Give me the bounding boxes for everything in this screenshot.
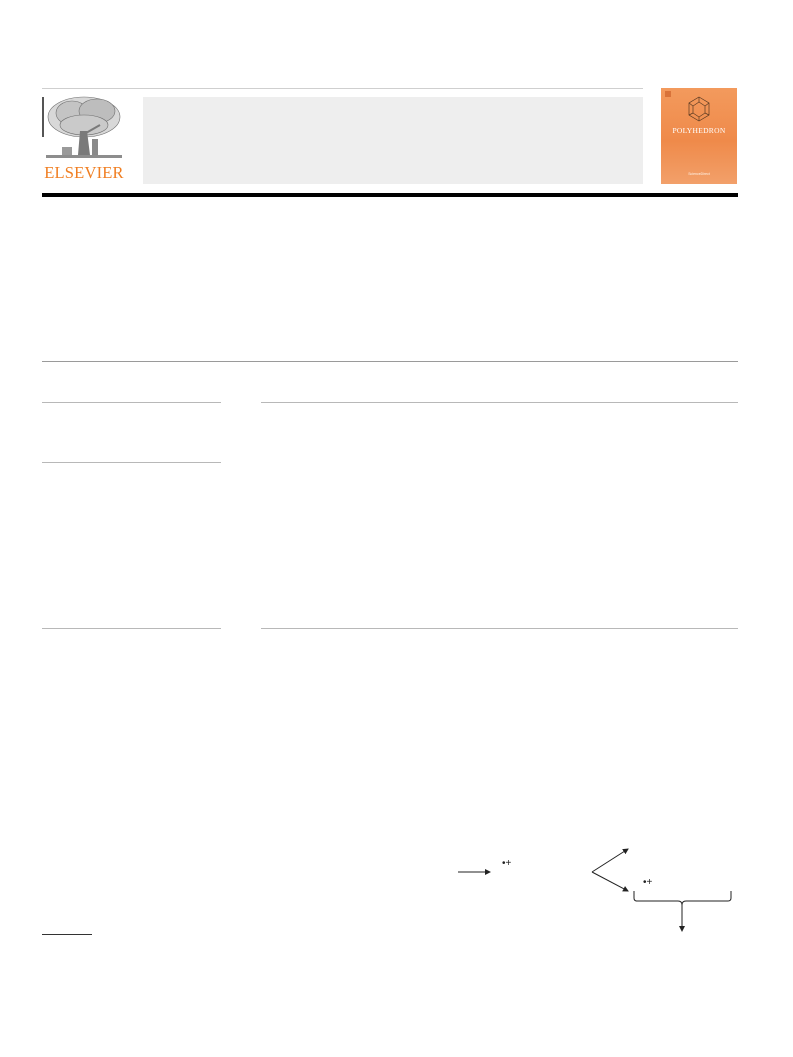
radical-cation-label-2: •+ — [643, 877, 653, 888]
cover-imprint: ScienceDirect — [688, 172, 710, 176]
branch-arrow-up — [592, 849, 628, 872]
cover-title: POLYHEDRON — [672, 126, 726, 135]
branch-arrow-down — [592, 872, 628, 891]
article-info-rule-2 — [42, 462, 221, 463]
title-block-rule — [42, 361, 738, 362]
journal-cover — [661, 88, 737, 184]
article-info-rule-1 — [42, 402, 221, 403]
reaction-scheme — [450, 835, 740, 935]
header-top-rule — [42, 88, 643, 89]
polyhedron-icon — [687, 96, 711, 122]
journal-banner — [143, 97, 643, 184]
grouping-brace — [634, 891, 731, 905]
radical-cation-label-1: •+ — [502, 858, 512, 869]
footnote-rule — [42, 934, 92, 935]
abstract-rule-bottom — [261, 628, 738, 629]
cover-header-strip — [665, 91, 671, 97]
elsevier-tree-icon — [42, 95, 126, 163]
header-thick-rule — [42, 193, 738, 197]
elsevier-logo — [42, 95, 126, 187]
article-info-rule-3 — [42, 628, 221, 629]
abstract-rule-top — [261, 402, 738, 403]
elsevier-wordmark: ELSEVIER — [44, 163, 124, 182]
